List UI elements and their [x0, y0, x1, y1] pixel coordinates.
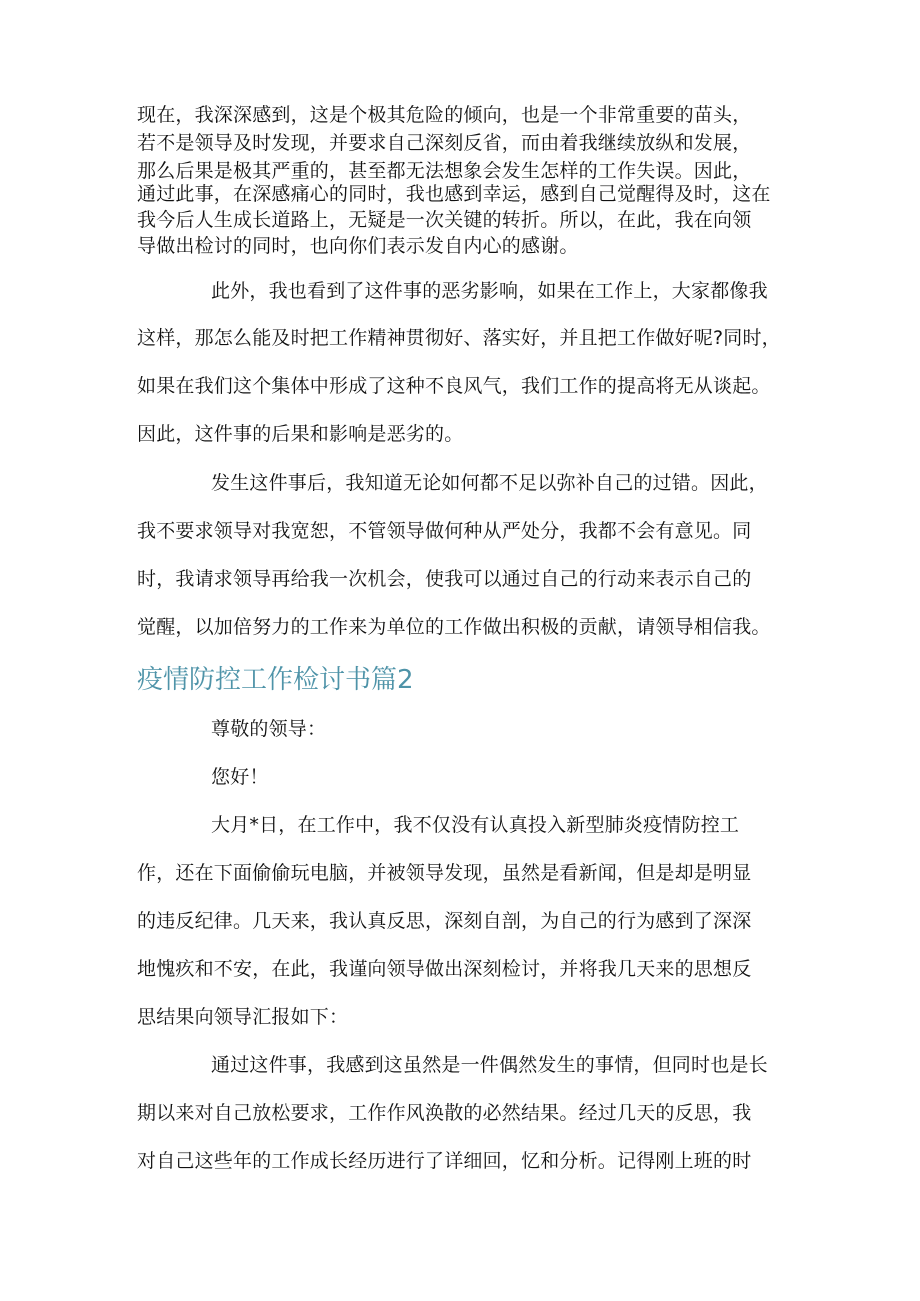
paragraph-line: 如果在我们这个集体中形成了这种不良风气，我们工作的提高将无从谈起。: [137, 375, 771, 397]
paragraph-line: 通过这件事，我感到这虽然是一件偶然发生的事情，但同时也是长: [211, 1054, 768, 1076]
paragraph-line: 这样，那怎么能及时把工作精神贯彻好、落实好，并且把工作做好呢?同时，: [137, 327, 781, 349]
paragraph-line: 通过此事，在深感痛心的同时，我也感到幸运，感到自己觉醒得及时，这在: [137, 183, 771, 205]
paragraph-line: 因此，这件事的后果和影响是恶劣的。: [137, 423, 464, 445]
paragraph-line: 地愧疚和不安，在此，我谨向领导做出深刻检讨，并将我几天来的思想反: [137, 958, 752, 980]
paragraph-line: 期以来对自己放松要求，工作作风涣散的必然结果。经过几天的反思，我: [137, 1102, 752, 1124]
paragraph-line: 我不要求领导对我宽恕，不管领导做何种从严处分，我都不会有意见。同: [137, 520, 752, 542]
paragraph-line: 思结果向领导汇报如下：: [137, 1006, 349, 1028]
paragraph-line: 导做出检讨的同时，也向你们表示发自内心的感谢。: [137, 235, 579, 257]
greeting: 您好！: [211, 766, 269, 788]
salutation: 尊敬的领导：: [211, 718, 327, 740]
section-heading: 疫情防控工作检讨书篇2: [137, 665, 414, 695]
paragraph-line: 我今后人生成长道路上，无疑是一次关键的转折。所以，在此，我在向领: [137, 209, 752, 231]
paragraph-line: 时，我请求领导再给我一次机会，使我可以通过自己的行动来表示自己的: [137, 568, 752, 590]
paragraph-line: 觉醒，以加倍努力的工作来为单位的工作做出积极的贡献，请领导相信我。: [137, 616, 771, 638]
paragraph-line: 大月*日，在工作中，我不仅没有认真投入新型肺炎疫情防控工: [211, 814, 740, 836]
paragraph-line: 作，还在下面偷偷玩电脑，并被领导发现，虽然是看新闻，但是却是明显: [137, 862, 752, 884]
paragraph-line: 若不是领导及时发现，并要求自己深刻反省，而由着我继续放纵和发展，: [137, 132, 752, 154]
paragraph-line: 此外，我也看到了这件事的恶劣影响，如果在工作上，大家都像我: [211, 280, 768, 302]
paragraph-line: 的违反纪律。几天来，我认真反思，深刻自剖，为自己的行为感到了深深: [137, 910, 752, 932]
paragraph-line: 对自己这些年的工作成长经历进行了详细回，忆和分析。记得刚上班的时: [137, 1150, 752, 1172]
paragraph-line: 那么后果是极其严重的，甚至都无法想象会发生怎样的工作失误。因此，: [137, 160, 752, 182]
paragraph-line: 现在，我深深感到，这是个极其危险的倾向，也是一个非常重要的苗头，: [137, 104, 752, 126]
paragraph-line: 发生这件事后，我知道无论如何都不足以弥补自己的过错。因此，: [211, 472, 768, 494]
